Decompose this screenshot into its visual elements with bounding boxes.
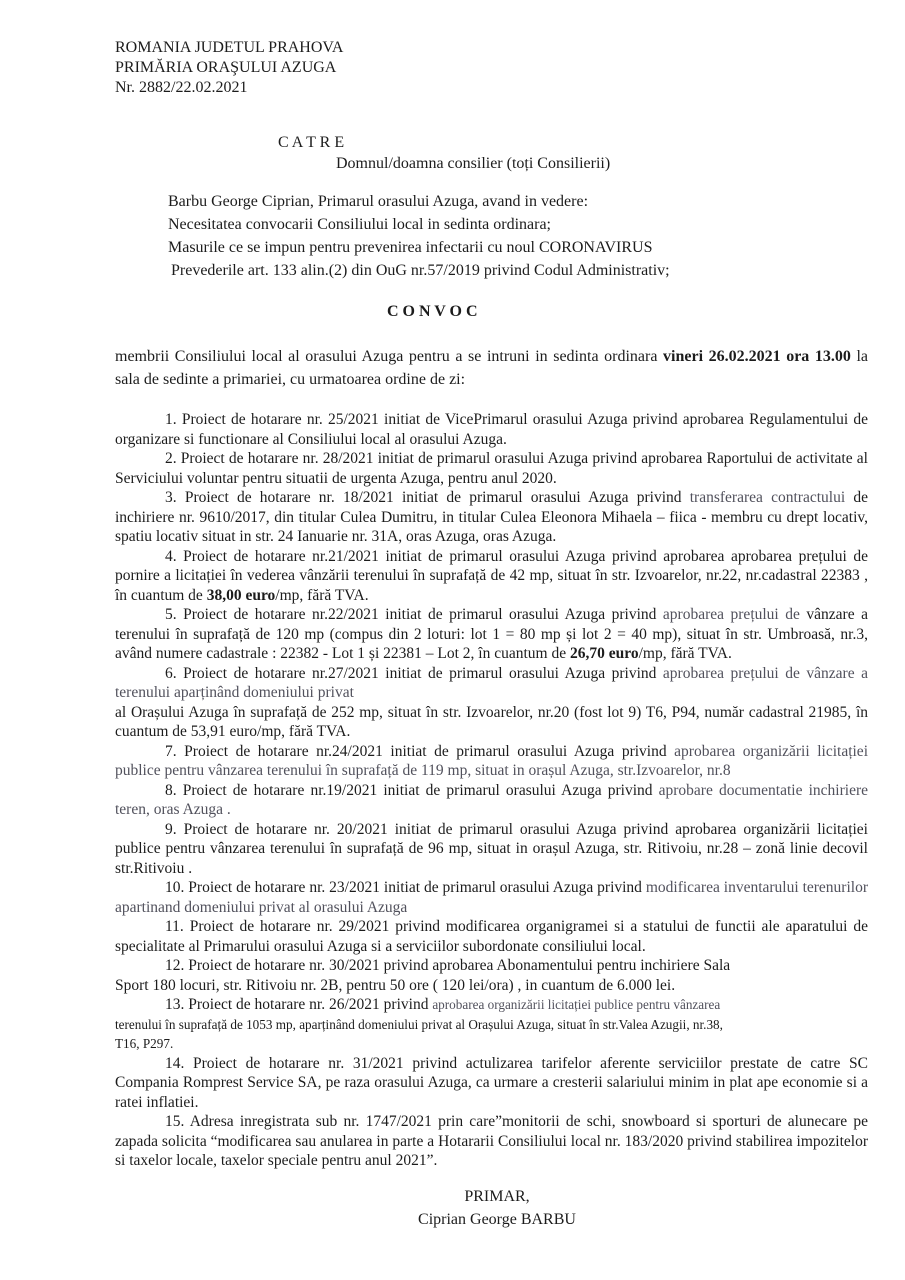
- agenda-item-2: [115, 449, 868, 488]
- agenda-item-5-text-3: /mp, fără TVA.: [638, 645, 732, 662]
- letterhead: [115, 38, 868, 98]
- document-content: [115, 38, 868, 1231]
- agenda-item-13: [115, 995, 868, 1054]
- agenda-item-3-pasted-text: transferarea contractului: [689, 489, 846, 506]
- agenda-item-12-text-2: Sport 180 locuri, str. Ritivoiu nr. 2B, pentru 50 ore ( 120 lei/ora) , in cuantum de 6.000 lei.: [115, 976, 676, 994]
- agenda-item-1: [115, 410, 868, 449]
- agenda-item-13-text-2: terenului în suprafață de 1053 mp, aparținând domeniului privat al Orașului Azuga, situat în str.Valea Azugii, nr.38,: [115, 1016, 723, 1032]
- intro-text-1: membrii Consiliului local al orasului Azuga pentru a se intruni in sedinta ordinara: [115, 348, 664, 365]
- agenda-item-1-text: 1. Proiect de hotarare nr. 25/2021 initiat de VicePrimarul orasului Azuga privind aprobarea Regulamentului de organizare si functionare al Consiliului local al orasului Azuga.: [115, 411, 868, 448]
- agenda-item-10-text: 10. Proiect de hotarare nr. 23/2021 initiat de primarul orasului Azuga privind: [165, 879, 646, 896]
- agenda-item-13-text: 13. Proiect de hotarare nr. 26/2021 privind: [165, 996, 433, 1013]
- agenda-item-12: [115, 956, 868, 995]
- agenda-item-14-text: 14. Proiect de hotarare nr. 31/2021 privind actulizarea tarifelor aferente serviciilor prestate de catre SC Compania Romprest Service SA, pe raza orasului Azuga, ca urmare a cresterii salariului minim in plat ape economie si a ratei inflatiei.: [115, 1054, 868, 1111]
- agenda-item-6: [115, 664, 868, 742]
- agenda-item-8-pasted-text: aprobare documentatie inchiriere teren, oras Azuga .: [115, 781, 869, 818]
- agenda-item-12-text: 12. Proiect de hotarare nr. 30/2021 privind aprobarea Abonamentului pentru inchiriere Sala: [165, 957, 731, 974]
- preamble-line-issuer: Barbu George Ciprian, Primarul orasului Azuga, avand in vedere:: [168, 193, 589, 210]
- agenda-item-5: [115, 605, 868, 664]
- registration-number: Nr. 2882/22.02.2021: [115, 79, 248, 96]
- intro-text-2: la sala de sedinte a primariei, cu urmatoarea ordine de zi:: [115, 348, 869, 388]
- agenda-item-3-text: 3. Proiect de hotarare nr. 18/2021 initiat de primarul orasului Azuga privind: [165, 489, 690, 506]
- letterhead-institution: PRIMĂRIA ORAŞULUI AZUGA: [115, 59, 337, 76]
- agenda-item-10: [115, 878, 868, 917]
- agenda-item-2-text: 2. Proiect de hotarare nr. 28/2021 initiat de primarul orasului Azuga privind aprobarea Raportului de activitate al Serviciului voluntar pentru situatii de urgenta Azuga, pentru anul 2020.: [115, 450, 868, 487]
- agenda-item-9-text: 9. Proiect de hotarare nr. 20/2021 initiat de primarul orasului Azuga privind aprobarea organizării licitației publice pentru vânzarea terenului în suprafață de 96 mp, situat in orașul Azuga, str. Ritivoiu, nr.28 – zonă linie decovil str.Ritivoiu .: [115, 820, 868, 877]
- agenda-list: [115, 410, 868, 1171]
- agenda-item-4-price: 38,00 euro: [206, 586, 276, 604]
- agenda-item-9: [115, 820, 868, 879]
- agenda-item-8-text: 8. Proiect de hotarare nr.19/2021 initiat de primarul orasului Azuga privind: [165, 781, 659, 799]
- agenda-item-4-text: 4. Proiect de hotarare nr.21/2021 initiat de primarul orasului Azuga privind aprobarea aprobarea prețului de pornire a licitației în vederea vânzării terenului în suprafață de 42 mp, situat în str. Izvoarelor, nr.22, nr.cadastral 22383 , în cuantum de: [115, 547, 868, 604]
- agenda-item-5-text: 5. Proiect de hotarare nr.22/2021 initiat de primarul orasului Azuga privind: [165, 606, 663, 623]
- signature-block: [337, 1185, 657, 1231]
- agenda-item-3: [115, 488, 868, 547]
- preamble-line-legal-basis: Prevederile art. 133 alin.(2) din OuG nr.57/2019 privind Codul Administrativ;: [171, 262, 670, 279]
- address-recipient: Domnul/doamna consilier (toți Consilierii): [336, 155, 611, 172]
- agenda-item-4-text-2: /mp, fără TVA.: [275, 586, 369, 604]
- preamble: [115, 190, 868, 282]
- agenda-item-3-text-2: de inchiriere nr. 9610/2017, din titular Culea Dumitru, in titular Culea Eleonora Mihaela – fiica - membru cu drept locativ, spatiu locativ situat in str. 24 Ianuarie nr. 31A, oras Azuga, oras Azuga.: [115, 489, 868, 545]
- agenda-item-13-text-3: T16, P297.: [115, 1036, 174, 1051]
- agenda-item-10-pasted-text: modificarea inventarului terenurilor apartinand domeniului privat al orasului Azuga: [115, 879, 868, 916]
- agenda-item-11-text: 11. Proiect de hotarare nr. 29/2021 privind modificarea organigramei si a statului de functii ale aparatului de specialitate al Primarului orasului Azuga si a serviciilor subordonate consiliului local.: [115, 918, 868, 955]
- agenda-item-5-pasted-text: aprobarea prețului de: [662, 606, 800, 623]
- letterhead-country-county: ROMANIA JUDETUL PRAHOVA: [115, 39, 344, 56]
- agenda-item-5-text-2: vânzare a terenului în suprafață de 120 mp (compus din 2 loturi: lot 1 = 80 mp și lot 2 = 40 mp), situat în str. Umbroasă, nr.3, având numere cadastrale : 22382 - Lot 1 și 22381 – Lot 2, în cuantum de: [115, 606, 868, 662]
- agenda-item-6-text: 6. Proiect de hotarare nr.27/2021 initiat de primarul orasului Azuga privind: [165, 664, 663, 682]
- agenda-item-7-pasted-text: aprobarea organizării licitației publice pentru vânzarea terenului în suprafață de 119 mp, situat in orașul Azuga, str.Izvoarelor, nr.8: [115, 742, 868, 779]
- agenda-item-15-text: 15. Adresa inregistrata sub nr. 1747/2021 prin care”monitorii de schi, snowboard si sporturi de alunecare pe zapada solicita “modificarea sau anularea in parte a Hotararii Consiliului local nr. 183/2020 privind stabilirea impozitelor si taxelor locale, taxelor speciale pentru anul 2021”.: [115, 1113, 868, 1169]
- address-title: C A T R E: [278, 134, 345, 151]
- agenda-item-8: [115, 781, 868, 820]
- intro-paragraph: [115, 345, 868, 391]
- agenda-item-7: [115, 742, 868, 781]
- preamble-line-necessity: Necesitatea convocarii Consiliului local in sedinta ordinara;: [168, 216, 551, 233]
- meeting-datetime: vineri 26.02.2021 ora 13.00: [663, 348, 851, 365]
- agenda-item-4: [115, 547, 868, 606]
- signature-role: PRIMAR,: [464, 1187, 530, 1205]
- agenda-item-14: [115, 1054, 868, 1113]
- agenda-item-6-text-2: al Orașului Azuga în suprafață de 252 mp, situat în str. Izvoarelor, nr.20 (fost lot 9) T6, P94, număr cadastral 21985, în cuantum de 53,91 euro/mp, fără TVA.: [115, 703, 868, 740]
- agenda-item-13-pasted-text: aprobarea organizării licitației publice pentru vânzarea: [432, 997, 721, 1012]
- agenda-item-6-pasted-text: aprobarea prețului de vânzare a terenului aparținând domeniului privat: [115, 664, 868, 701]
- convoc-title: C O N V O C: [387, 303, 478, 320]
- agenda-item-7-text: 7. Proiect de hotarare nr.24/2021 initiat de primarul orasului Azuga privind: [165, 742, 675, 760]
- signature-name: Ciprian George BARBU: [418, 1210, 576, 1228]
- agenda-item-11: [115, 917, 868, 956]
- agenda-item-5-price: 26,70 euro: [569, 645, 639, 662]
- preamble-line-measures: Masurile ce se impun pentru prevenirea infectarii cu noul CORONAVIRUS: [168, 239, 653, 256]
- agenda-item-15: [115, 1112, 868, 1171]
